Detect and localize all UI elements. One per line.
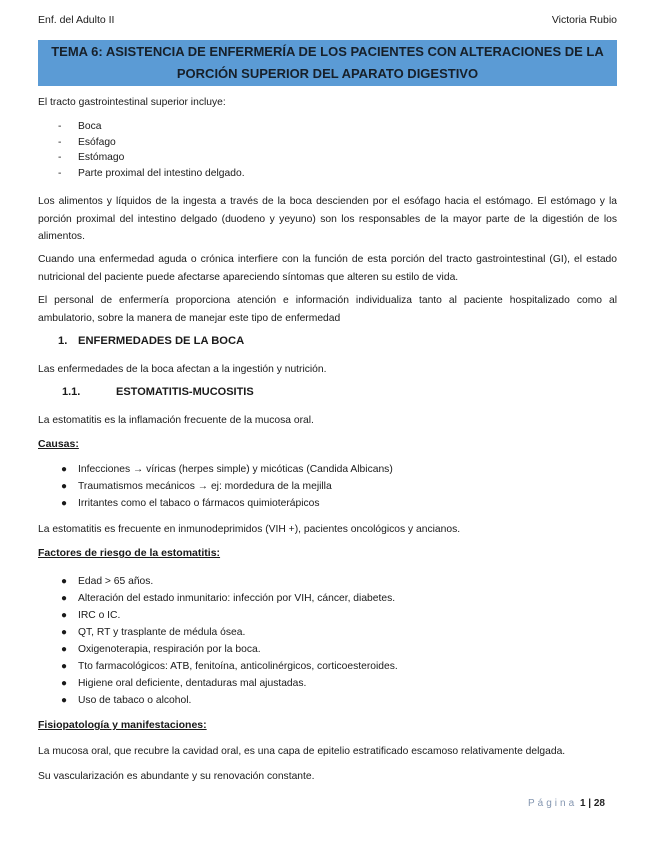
page-header	[38, 14, 617, 30]
section-intro-text: Las enfermedades de la boca afectan a la ingestión y nutrición.	[38, 364, 327, 375]
bullet-icon: ●	[61, 464, 68, 475]
page-separator: |	[588, 798, 592, 809]
header-author: Victoria Rubio	[551, 14, 617, 26]
chapter-title-line1: TEMA 6: ASISTENCIA DE ENFERMERÍA DE LOS PACIENTES CON ALTERACIONES DE LA	[51, 44, 604, 59]
paragraph-disease-impact: Cuando una enfermedad aguda o crónica interfiere con la función de esta porción del tracto gastrointestinal (GI), el estado nutricional del paciente puede afectarse apareciendo síntomas que alteren su estilo de vida.	[38, 254, 617, 283]
bullet-icon: ●	[61, 593, 68, 604]
bullet-icon: ●	[61, 481, 68, 492]
dash-marker: -	[58, 136, 62, 148]
page-footer	[528, 798, 605, 809]
intro-text: El tracto gastrointestinal superior incluye:	[38, 97, 226, 108]
bullet-icon: ●	[61, 678, 68, 689]
header-course: Enf. del Adulto II	[38, 14, 115, 26]
risk-factors-heading: Factores de riesgo de la estomatitis:	[38, 547, 221, 559]
vascularization-text: Su vascularización es abundante y su renovación constante.	[38, 771, 315, 782]
page-number: 1	[579, 798, 586, 809]
bullet-icon: ●	[61, 695, 68, 706]
dash-marker: -	[58, 167, 62, 179]
paragraph-nursing-role: El personal de enfermería proporciona atención e información individualiza tanto al paciente hospitalizado como al ambulatorio, sobre la manera de manejar este tipo de enfermedad	[38, 295, 617, 324]
bullet-icon: ●	[61, 576, 68, 587]
page-label: Página	[528, 798, 578, 809]
bullet-icon: ●	[61, 498, 68, 509]
dash-marker: -	[58, 121, 62, 132]
dash-marker: -	[58, 152, 62, 163]
causes-heading: Causas:	[38, 438, 79, 450]
section-heading: 1. ENFERMEDADES DE LA BOCA	[58, 335, 245, 347]
chapter-title	[38, 40, 617, 86]
page-total: 28	[593, 798, 605, 809]
chapter-title-line2: PORCIÓN SUPERIOR DEL APARATO DIGESTIVO	[176, 66, 479, 81]
bullet-icon: ●	[61, 610, 68, 621]
bullet-icon: ●	[61, 661, 68, 672]
stomatitis-definition: La estomatitis es la inflamación frecuente de la mucosa oral.	[38, 415, 314, 426]
bullet-icon: ●	[61, 627, 68, 638]
paragraph-digestion: Los alimentos y líquidos de la ingesta a través de la boca descienden por el esófago hacia el estómago. El estómago y la porción proximal del intestino delgado (duodeno y yeyuno) son los responsables de la mayor parte de la digestión de los alimentos.	[38, 196, 617, 242]
frequency-text: La estomatitis es frecuente en inmunodeprimidos (VIH +), pacientes oncológicos y ancianos.	[38, 524, 461, 535]
physiopathology-text: La mucosa oral, que recubre la cavidad oral, es una capa de epitelio estratificado escamoso relativamente delgada.	[38, 746, 566, 757]
subsection-heading: 1.1. ESTOMATITIS-MUCOSITIS	[62, 386, 254, 398]
bullet-icon: ●	[61, 644, 68, 655]
physiopathology-heading: Fisiopatología y manifestaciones:	[38, 719, 207, 731]
